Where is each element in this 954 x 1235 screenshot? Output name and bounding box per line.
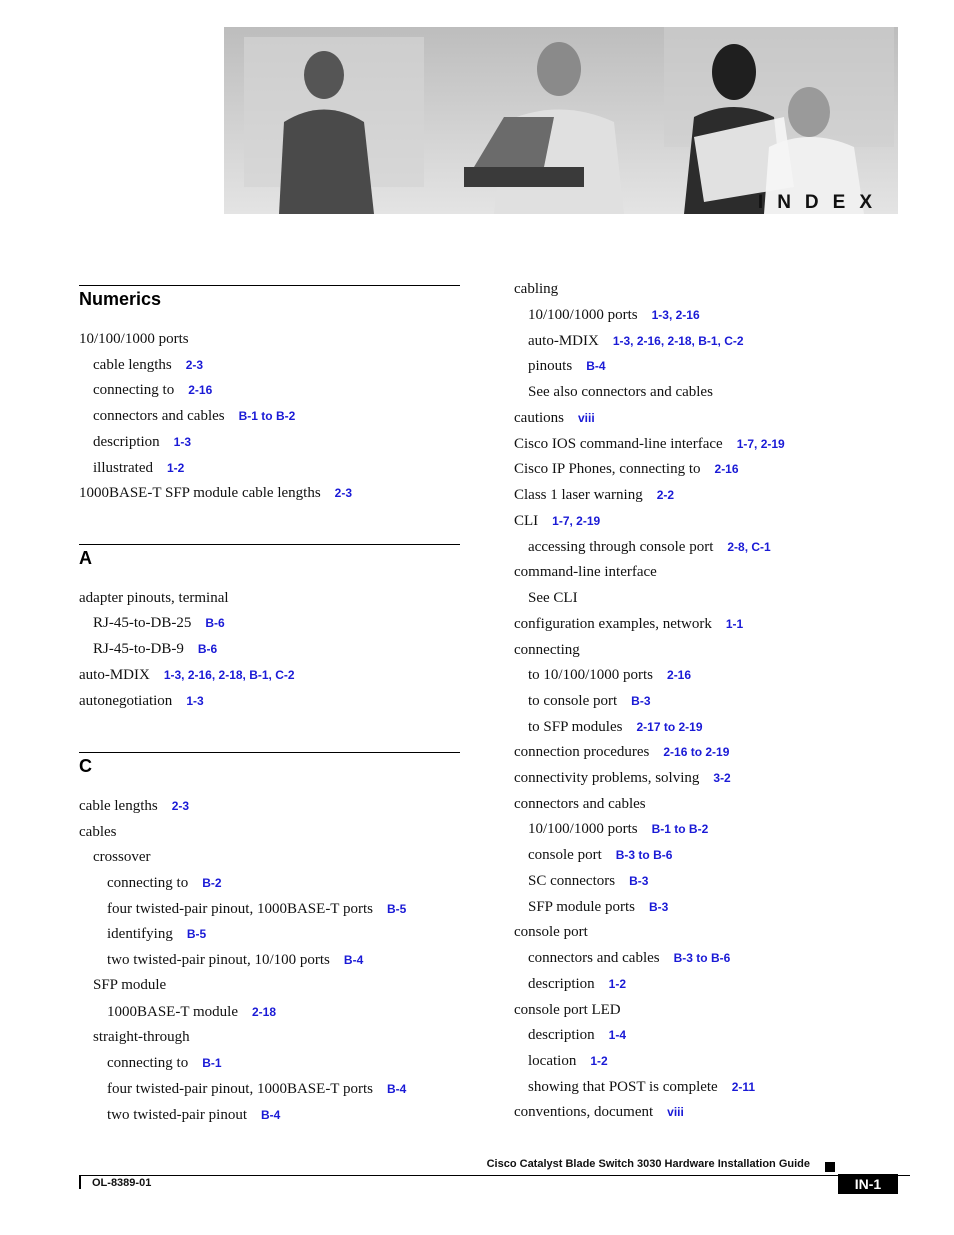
page-ref-link[interactable]: 3-2 xyxy=(713,771,731,785)
index-entry: connecting xyxy=(514,642,580,658)
index-entry: connecting to B-2 xyxy=(107,875,222,891)
index-entry: console port xyxy=(514,924,588,940)
footer-doc-number: OL-8389-01 xyxy=(92,1177,152,1189)
index-entry: to console port B-3 xyxy=(528,693,651,709)
index-entry: to 10/100/1000 ports 2-16 xyxy=(528,667,692,683)
index-entry: connection procedures 2-16 to 2-19 xyxy=(514,744,730,760)
section-heading: C xyxy=(79,756,92,776)
page-ref-link[interactable]: B-5 xyxy=(186,927,207,941)
page-ref-link[interactable]: 2-16 xyxy=(714,462,739,476)
index-entry: straight-through xyxy=(93,1029,190,1045)
index-entry: 1000BASE-T module 2-18 xyxy=(107,1004,277,1020)
banner-photo xyxy=(224,27,898,214)
page-ref-link[interactable]: B-6 xyxy=(205,616,225,630)
index-entry: illustrated 1-2 xyxy=(93,460,185,476)
index-entry: two twisted-pair pinout, 10/100 ports B-4 xyxy=(107,952,364,968)
page-ref-link[interactable]: 1-2 xyxy=(167,461,185,475)
page-ref-link[interactable]: B-4 xyxy=(343,953,364,967)
index-entry: cable lengths 2-3 xyxy=(79,798,190,814)
page-ref-link[interactable]: B-3 to B-6 xyxy=(615,848,673,862)
index-entry: auto-MDIX 1-3, 2-16, 2-18, B-1, C-2 xyxy=(79,667,295,683)
index-entry: autonegotiation 1-3 xyxy=(79,693,204,709)
index-entry: adapter pinouts, terminal xyxy=(79,590,229,606)
index-entry: cautions viii xyxy=(514,410,595,426)
index-entry: configuration examples, network 1-1 xyxy=(514,616,744,632)
page-ref-link[interactable]: 1-3 xyxy=(186,694,204,708)
footer-guide-title: Cisco Catalyst Blade Switch 3030 Hardware Installation Guide xyxy=(486,1158,810,1170)
index-entry: Cisco IP Phones, connecting to 2-16 xyxy=(514,461,739,477)
index-entry: conventions, document viii xyxy=(514,1104,684,1120)
index-entry: description 1-3 xyxy=(93,434,191,450)
index-entry: CLI 1-7, 2-19 xyxy=(514,513,601,529)
page-ref-link[interactable]: 1-4 xyxy=(608,1028,626,1042)
index-entry: crossover xyxy=(93,849,151,865)
index-entry: connectors and cables xyxy=(514,796,646,812)
index-entry: SFP module xyxy=(93,977,167,993)
index-entry: Cisco IOS command-line interface 1-7, 2-19 xyxy=(514,436,785,452)
page-ref-link[interactable]: 1-7, 2-19 xyxy=(552,514,601,528)
index-entry: showing that POST is complete 2-11 xyxy=(528,1079,756,1095)
page-ref-link[interactable]: 2-2 xyxy=(656,488,675,502)
page-ref-link[interactable]: B-1 to B-2 xyxy=(651,822,709,836)
page-ref-link[interactable]: 1-2 xyxy=(590,1054,608,1068)
footer-marker xyxy=(825,1162,835,1172)
index-entry: 10/100/1000 ports 1-3, 2-16 xyxy=(528,307,700,323)
header-banner xyxy=(224,27,898,214)
page-ref-link[interactable]: 2-18 xyxy=(251,1005,277,1019)
index-entry: connecting to B-1 xyxy=(107,1055,222,1071)
section-c xyxy=(79,752,460,776)
index-entry: 10/100/1000 ports B-1 to B-2 xyxy=(528,821,709,837)
page-ref-link[interactable]: B-4 xyxy=(586,359,606,373)
page-ref-link[interactable]: 2-16 xyxy=(667,668,692,682)
index-entry: identifying B-5 xyxy=(107,926,207,942)
index-entry: See also connectors and cables xyxy=(528,384,713,400)
section-numerics xyxy=(79,285,460,309)
page-ref-link[interactable]: 2-11 xyxy=(731,1080,756,1094)
page-ref-link[interactable]: B-3 xyxy=(648,900,669,914)
page-ref-link[interactable]: B-3 xyxy=(631,694,651,708)
page-ref-link[interactable]: 1-3, 2-16, 2-18, B-1, C-2 xyxy=(612,334,744,348)
page-ref-link[interactable]: 2-3 xyxy=(334,486,353,500)
index-entry: SC connectors B-3 xyxy=(528,873,649,889)
index-entry: RJ-45-to-DB-9 B-6 xyxy=(93,641,218,657)
index-entry: console port LED xyxy=(514,1002,621,1018)
page-ref-link[interactable]: B-4 xyxy=(260,1108,281,1122)
index-entry: accessing through console port 2-8, C-1 xyxy=(528,539,771,555)
index-entry: 10/100/1000 ports xyxy=(79,331,189,347)
page-ref-link[interactable]: 2-8, C-1 xyxy=(727,540,771,554)
index-entry: console port B-3 to B-6 xyxy=(528,847,673,863)
index-entry: cables xyxy=(79,824,117,840)
page-ref-link[interactable]: B-1 to B-2 xyxy=(238,409,296,423)
index-title: INDEX xyxy=(757,192,886,213)
index-entry: four twisted-pair pinout, 1000BASE-T ports B-4 xyxy=(107,1081,407,1097)
page-ref-link[interactable]: B-1 xyxy=(202,1056,222,1070)
page-ref-link[interactable]: 1-3, 2-16 xyxy=(651,308,700,322)
page-ref-link[interactable]: 2-3 xyxy=(185,358,204,372)
page-ref-link[interactable]: viii xyxy=(667,1105,684,1119)
index-entry: two twisted-pair pinout B-4 xyxy=(107,1107,281,1123)
section-a xyxy=(79,544,460,568)
index-entry: cable lengths 2-3 xyxy=(93,357,204,373)
index-entry: auto-MDIX 1-3, 2-16, 2-18, B-1, C-2 xyxy=(528,333,744,349)
index-entry: to SFP modules 2-17 to 2-19 xyxy=(528,719,703,735)
page-ref-link[interactable]: B-3 xyxy=(629,874,649,888)
page-ref-link[interactable]: 1-1 xyxy=(725,617,744,631)
index-entry: RJ-45-to-DB-25 B-6 xyxy=(93,615,225,631)
page-ref-link[interactable]: B-5 xyxy=(386,902,407,916)
section-heading: A xyxy=(79,548,92,568)
index-entry: description 1-4 xyxy=(528,1027,626,1043)
index-entry: pinouts B-4 xyxy=(528,358,606,374)
footer-tick xyxy=(79,1175,81,1189)
index-entry: connectivity problems, solving 3-2 xyxy=(514,770,731,786)
index-entry: SFP module ports B-3 xyxy=(528,899,669,915)
page-ref-link[interactable]: 1-3 xyxy=(173,435,191,449)
index-entry: See CLI xyxy=(528,590,578,606)
page-ref-link[interactable]: 2-17 to 2-19 xyxy=(636,720,703,734)
page-ref-link[interactable]: 2-16 to 2-19 xyxy=(663,745,730,759)
section-heading: Numerics xyxy=(79,289,162,309)
page-ref-link[interactable]: B-6 xyxy=(197,642,218,656)
page-ref-link[interactable]: B-2 xyxy=(202,876,222,890)
footer-page-number: IN-1 xyxy=(838,1174,898,1194)
page-ref-link[interactable]: viii xyxy=(578,411,595,425)
index-entry: four twisted-pair pinout, 1000BASE-T ports B-5 xyxy=(107,901,407,917)
index-entry: connectors and cables B-1 to B-2 xyxy=(93,408,296,424)
index-entry: cabling xyxy=(514,281,559,297)
page-ref-link[interactable]: B-4 xyxy=(386,1082,407,1096)
page-ref-link[interactable]: B-3 to B-6 xyxy=(673,951,731,965)
index-entry: command-line interface xyxy=(514,564,657,580)
footer-rule xyxy=(79,1175,910,1176)
page-ref-link[interactable]: 2-3 xyxy=(171,799,190,813)
index-entry: 1000BASE-T SFP module cable lengths 2-3 xyxy=(79,485,353,501)
index-entry: Class 1 laser warning 2-2 xyxy=(514,487,675,503)
page-ref-link[interactable]: 1-2 xyxy=(608,977,626,991)
index-entry: description 1-2 xyxy=(528,976,626,992)
index-entry: connecting to 2-16 xyxy=(93,382,213,398)
page-ref-link[interactable]: 1-7, 2-19 xyxy=(736,437,785,451)
page-ref-link[interactable]: 2-16 xyxy=(188,383,213,397)
page-ref-link[interactable]: 1-3, 2-16, 2-18, B-1, C-2 xyxy=(163,668,295,682)
index-entry: location 1-2 xyxy=(528,1053,608,1069)
index-entry: connectors and cables B-3 to B-6 xyxy=(528,950,731,966)
